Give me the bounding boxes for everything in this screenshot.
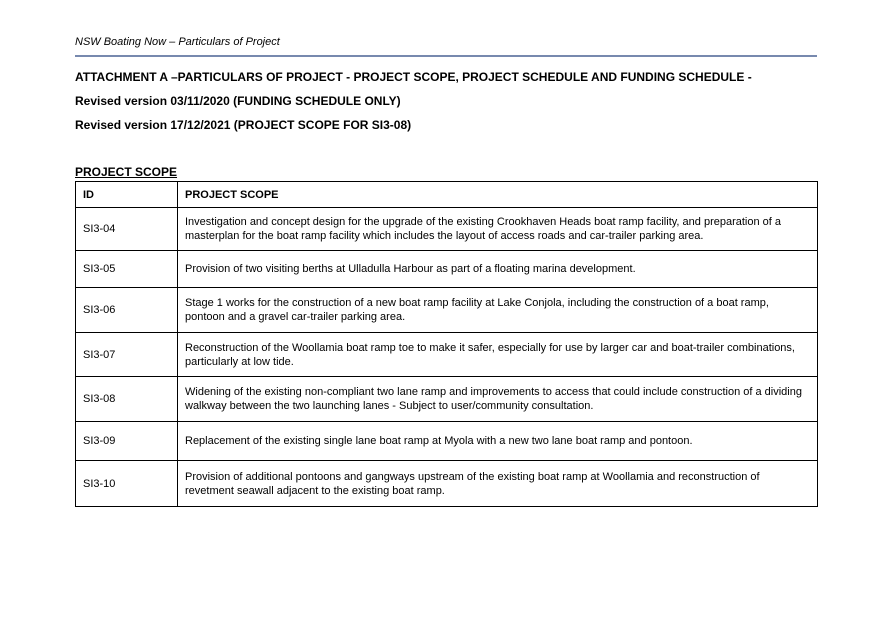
column-header-project-scope: PROJECT SCOPE bbox=[178, 182, 818, 208]
table-row bbox=[76, 251, 818, 288]
column-header-id: ID bbox=[76, 182, 178, 208]
table-row bbox=[76, 377, 818, 422]
header-rule bbox=[75, 55, 817, 57]
section-heading-project-scope: PROJECT SCOPE bbox=[75, 165, 178, 179]
id-cell: SI3-05 bbox=[76, 251, 178, 288]
id-cell: SI3-10 bbox=[76, 461, 178, 507]
project-scope-table bbox=[75, 181, 818, 507]
id-cell: SI3-06 bbox=[76, 288, 178, 333]
id-cell: SI3-08 bbox=[76, 377, 178, 422]
table-row bbox=[76, 422, 818, 461]
scope-cell: Provision of additional pontoons and gangways upstream of the existing boat ramp at Woollamia and reconstruction of revetment seawall adjacent to the existing boat ramp. bbox=[178, 461, 818, 507]
table-header-row bbox=[76, 182, 818, 208]
scope-cell: Widening of the existing non-compliant two lane ramp and improvements to access that could include construction of a dividing walkway between the two launching lanes - Subject to user/community consultation. bbox=[178, 377, 818, 422]
id-cell: SI3-04 bbox=[76, 208, 178, 251]
table-row bbox=[76, 208, 818, 251]
table-row bbox=[76, 333, 818, 377]
scope-cell: Reconstruction of the Woollamia boat ramp toe to make it safer, especially for use by larger car and boat-trailer combinations, particularly at low tide. bbox=[178, 333, 818, 377]
scope-cell: Replacement of the existing single lane boat ramp at Myola with a new two lane boat ramp and pontoon. bbox=[178, 422, 818, 461]
title-block bbox=[75, 70, 816, 132]
id-cell: SI3-09 bbox=[76, 422, 178, 461]
id-cell: SI3-07 bbox=[76, 333, 178, 377]
scope-cell: Stage 1 works for the construction of a new boat ramp facility at Lake Conjola, including the construction of a boat ramp, pontoon and a gravel car-trailer parking area. bbox=[178, 288, 818, 333]
attachment-title: ATTACHMENT A –PARTICULARS OF PROJECT - PROJECT SCOPE, PROJECT SCHEDULE AND FUNDING SCHEDULE - bbox=[75, 70, 752, 84]
revised-version-line-2: Revised version 17/12/2021 (PROJECT SCOPE FOR SI3-08) bbox=[75, 118, 412, 132]
scope-cell: Provision of two visiting berths at Ulladulla Harbour as part of a floating marina development. bbox=[178, 251, 818, 288]
running-header: NSW Boating Now – Particulars of Project bbox=[75, 36, 280, 48]
revised-version-line-1: Revised version 03/11/2020 (FUNDING SCHEDULE ONLY) bbox=[75, 94, 401, 108]
table-row bbox=[76, 288, 818, 333]
scope-cell: Investigation and concept design for the upgrade of the existing Crookhaven Heads boat ramp facility, and preparation of a masterplan for the boat ramp facility which includes the layout of access roads and car-trailer parking area. bbox=[178, 208, 818, 251]
table-row bbox=[76, 461, 818, 507]
